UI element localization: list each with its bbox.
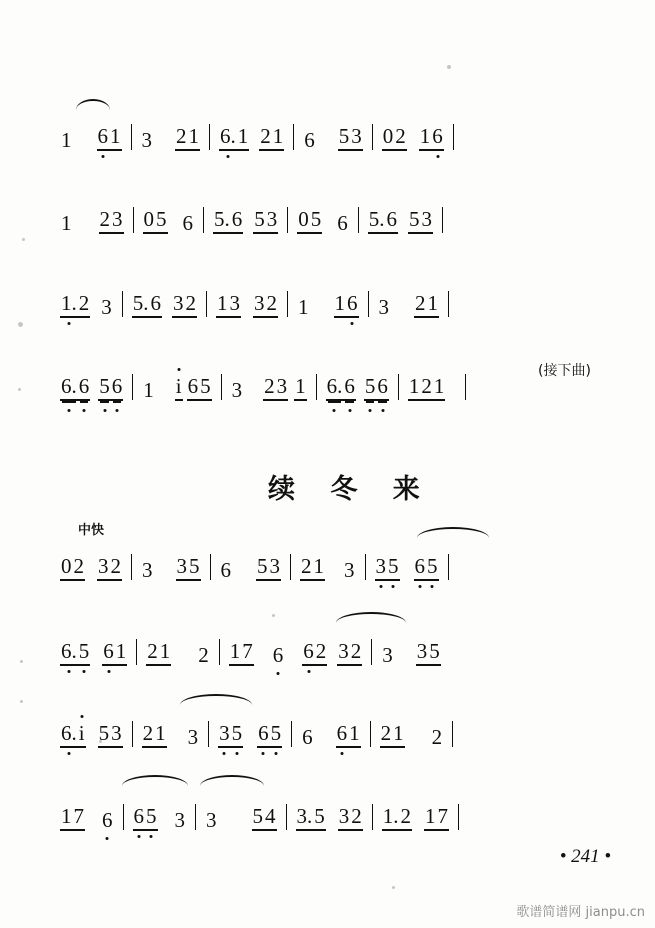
barline [448, 291, 449, 317]
barline [365, 554, 366, 580]
note: 6. [60, 375, 78, 401]
note: 2 [266, 292, 279, 318]
note: 6 [414, 555, 427, 581]
note: 3 [218, 722, 231, 748]
tie-slur [200, 775, 264, 786]
barline [291, 721, 292, 747]
note: 1 [61, 128, 72, 152]
tempo-mark: 中快 [78, 523, 105, 538]
note: 6 [220, 558, 231, 582]
note: 3 [141, 128, 152, 152]
barline [123, 804, 124, 830]
note: 0 [297, 208, 310, 234]
note: 3 [344, 558, 355, 582]
note: 6 [304, 128, 315, 152]
barline [210, 554, 211, 580]
note: 5. [213, 208, 231, 234]
note: 2 [110, 555, 123, 581]
note: 1 [115, 640, 128, 666]
note: 1 [294, 375, 307, 401]
note: 1 [188, 125, 201, 151]
note: 3 [338, 805, 351, 831]
barline [448, 554, 449, 580]
note: i [175, 375, 183, 401]
note: 6 [302, 640, 315, 666]
note: 5 [252, 805, 265, 831]
note: 2 [380, 722, 393, 748]
note: 0 [60, 555, 73, 581]
note: 1 [272, 125, 285, 151]
note: 6. [326, 375, 344, 401]
tie-slur [417, 527, 489, 538]
note: 3 [375, 555, 388, 581]
note: 3 [421, 208, 434, 234]
note: 2 [78, 292, 91, 318]
note: 3 [416, 640, 429, 666]
note: 3 [176, 555, 189, 581]
note: 7 [437, 805, 450, 831]
note: 6 [182, 211, 193, 235]
note: 5 [231, 722, 244, 748]
note: 3 [382, 643, 393, 667]
note: 1 [419, 125, 432, 151]
barline [122, 291, 123, 317]
note: 5 [199, 375, 212, 401]
paper-speck [392, 886, 395, 889]
note: 5 [387, 555, 400, 581]
note: 5 [188, 555, 201, 581]
page-number: • 241 • [559, 846, 611, 867]
note: 2 [259, 125, 272, 151]
page-title: 续 冬 来 [268, 474, 433, 505]
note: 6 [150, 292, 163, 318]
barline [287, 207, 288, 233]
note: 6 [97, 125, 110, 151]
note: 1 [61, 211, 72, 235]
note: 3 [253, 292, 266, 318]
note: 5. [368, 208, 386, 234]
note: 6 [386, 208, 399, 234]
note: 1 [348, 722, 361, 748]
note: i [78, 722, 86, 748]
note: 5 [98, 375, 111, 401]
note: 1 [159, 640, 172, 666]
note: 2 [431, 725, 443, 749]
note: 1. [382, 805, 400, 831]
continuation-note: (接下曲) [538, 363, 591, 379]
note: 7 [73, 805, 86, 831]
note: 6 [431, 125, 444, 151]
barline [209, 124, 210, 150]
note: 3 [206, 808, 217, 832]
paper-speck [20, 700, 23, 703]
note: 2 [263, 375, 276, 401]
tie-slur [122, 775, 188, 786]
note: 3 [276, 375, 289, 401]
note: 6 [102, 808, 113, 832]
barline [203, 207, 204, 233]
note: 3 [111, 208, 124, 234]
note: 2 [300, 555, 313, 581]
note: 5 [145, 805, 158, 831]
tie-slur [76, 99, 110, 110]
note: 0 [143, 208, 156, 234]
note: 2 [146, 640, 159, 666]
note: 1 [60, 805, 73, 831]
note: 5 [78, 640, 91, 666]
note: 5 [364, 375, 377, 401]
note: 1 [408, 375, 421, 401]
note: 5. [132, 292, 150, 318]
watermark: 歌谱简谱网 jianpu.cn [516, 905, 645, 920]
barline [195, 804, 196, 830]
barline [371, 639, 372, 665]
note: 5 [313, 805, 326, 831]
note: 2 [185, 292, 198, 318]
note: 0 [382, 125, 395, 151]
note: 5 [426, 555, 439, 581]
note: 3 [110, 722, 123, 748]
note: 3 [350, 125, 363, 151]
note: 2 [350, 640, 363, 666]
barline [136, 639, 137, 665]
note: 6 [272, 643, 284, 667]
barline [368, 291, 369, 317]
note: 6 [231, 208, 244, 234]
note: 6 [337, 211, 348, 235]
barline [221, 374, 222, 400]
tie-slur [336, 612, 406, 623]
barline [132, 721, 133, 747]
note: 6 [376, 375, 389, 401]
note: 3 [97, 555, 110, 581]
note: 3 [172, 292, 185, 318]
staff-line-s2l2 [60, 620, 605, 666]
note: 6 [343, 375, 356, 401]
note: 1. [60, 292, 78, 318]
paper-speck [22, 238, 25, 241]
note: 5 [155, 208, 168, 234]
barline [290, 554, 291, 580]
staff-line-s1l3 [60, 272, 605, 318]
note: 1 [313, 555, 326, 581]
note: 6. [60, 640, 78, 666]
barline [131, 124, 132, 150]
note: 2 [175, 125, 188, 151]
note: 2 [142, 722, 155, 748]
barline [133, 207, 134, 233]
note: 2 [420, 375, 433, 401]
note: 1 [216, 292, 229, 318]
barline [370, 721, 371, 747]
staff-line-s2l1 [60, 535, 605, 581]
barline [287, 291, 288, 317]
note: 3 [229, 292, 242, 318]
note: 3 [187, 725, 199, 749]
paper-speck [18, 322, 23, 327]
note: 5 [256, 555, 269, 581]
note: 3 [269, 555, 282, 581]
note: 2 [400, 805, 413, 831]
barline [458, 804, 459, 830]
barline [293, 124, 294, 150]
note: 6 [102, 640, 115, 666]
note: 6. [60, 722, 78, 748]
staff-line-s1l4 [60, 355, 605, 401]
barline [132, 374, 133, 400]
note: 5 [310, 208, 323, 234]
paper-speck [20, 660, 23, 663]
barline [316, 374, 317, 400]
note: 5 [98, 722, 111, 748]
note: 6. [219, 125, 237, 151]
staff-line-s1l2 [60, 188, 605, 234]
note: 5 [428, 640, 441, 666]
note: 3 [266, 208, 279, 234]
note: 1 [424, 805, 437, 831]
barline [453, 124, 454, 150]
note: 1 [154, 722, 167, 748]
note: 3 [174, 808, 185, 832]
note: 6 [78, 375, 91, 401]
note: 3 [337, 640, 350, 666]
staff-line-s1l1 [60, 105, 605, 151]
note: 6 [302, 725, 313, 749]
barline [286, 804, 287, 830]
note: 5 [253, 208, 266, 234]
note: 2 [99, 208, 112, 234]
note: 1 [109, 125, 122, 151]
barline [208, 721, 209, 747]
barline [358, 207, 359, 233]
note: 6 [336, 722, 349, 748]
note: 5 [338, 125, 351, 151]
note: 3. [296, 805, 314, 831]
note: 2 [198, 643, 209, 667]
note: 1 [427, 292, 440, 318]
note: 1 [237, 125, 250, 151]
note: 1 [298, 295, 309, 319]
note: 1 [392, 722, 405, 748]
barline [206, 291, 207, 317]
note: 1 [433, 375, 446, 401]
note: 3 [142, 558, 153, 582]
note: 2 [73, 555, 86, 581]
note: 6 [187, 375, 200, 401]
note: 5 [270, 722, 283, 748]
note: 3 [231, 378, 243, 402]
paper-speck [18, 388, 21, 391]
note: 4 [264, 805, 277, 831]
tie-slur [180, 694, 252, 705]
barline [372, 804, 373, 830]
barline [131, 554, 132, 580]
note: 6 [257, 722, 270, 748]
staff-line-s2l4 [60, 785, 605, 831]
barline [465, 374, 466, 400]
note: 2 [394, 125, 407, 151]
note: 1 [143, 378, 154, 402]
barline [452, 721, 453, 747]
barline [442, 207, 443, 233]
note: 2 [350, 805, 363, 831]
note: 5 [408, 208, 421, 234]
note: 1 [229, 640, 242, 666]
staff-line-s2l3 [60, 702, 605, 748]
paper-speck [447, 65, 451, 69]
barline [398, 374, 399, 400]
note: 6 [111, 375, 124, 401]
paper-speck [272, 614, 275, 617]
note: 2 [315, 640, 328, 666]
note: 1 [334, 292, 347, 318]
note: 2 [414, 292, 427, 318]
note: 6 [346, 292, 359, 318]
note: 3 [101, 295, 112, 319]
barline [372, 124, 373, 150]
note: 7 [241, 640, 254, 666]
note: 6 [133, 805, 146, 831]
barline [219, 639, 220, 665]
note: 3 [378, 295, 389, 319]
